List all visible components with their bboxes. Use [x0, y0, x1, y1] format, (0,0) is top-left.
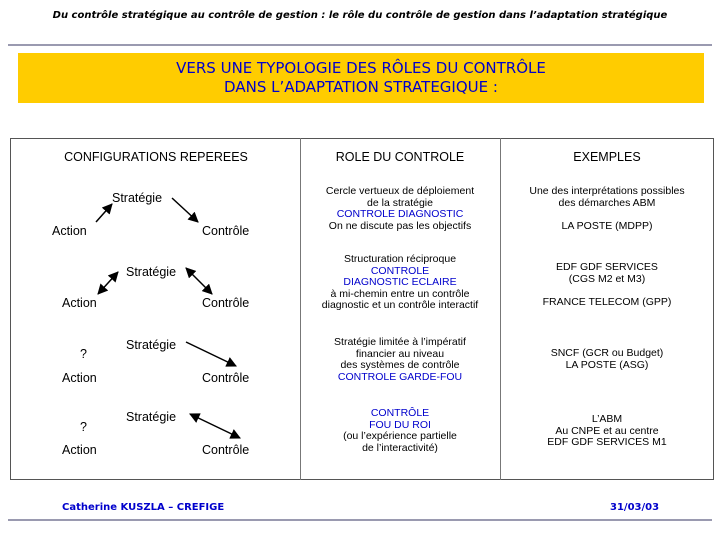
example-line: FRANCE TELECOM (GPP) [542, 295, 672, 308]
banner-line-2: DANS L’ADAPTATION STRATEGIQUE : [224, 78, 498, 96]
strategie-label: Stratégie [112, 191, 163, 205]
column-header-examples: EXEMPLES [573, 150, 641, 164]
role-line: diagnostic et un contrôle interactif [321, 299, 479, 311]
arrow-strategie-controle [186, 268, 212, 294]
role-cell-3 [302, 337, 498, 383]
role-line: des systèmes de contrôle [340, 359, 460, 371]
examples-cell-3 [502, 348, 712, 371]
role-line: à mi-chemin entre un contrôle [330, 287, 470, 300]
diagram-row-3 [62, 338, 249, 385]
role-line: Cercle vertueux de déploiement [325, 185, 475, 197]
controle-label: Contrôle [202, 371, 250, 385]
role-cell-2 [298, 254, 502, 312]
role-line: (ou l’expérience partielle [343, 430, 457, 442]
examples-cell-1 [502, 186, 712, 232]
examples-cell-2 [502, 262, 712, 308]
role-type-label: FOU DU ROI [369, 418, 431, 431]
banner-line-1: VERS UNE TYPOLOGIE DES RÔLES DU CONTRÔLE [176, 59, 546, 77]
footer-author: Catherine KUSZLA – CREFIGE [62, 502, 225, 513]
arrow-strategie-controle [190, 414, 240, 438]
example-line: LA POSTE (ASG) [565, 358, 649, 371]
role-line: de l’interactivité) [362, 441, 438, 454]
role-line: Stratégie limitée à l’impératif [334, 336, 466, 348]
example-line: Une des interprétations possibles [529, 185, 685, 197]
role-type-label: DIAGNOSTIC ECLAIRE [343, 276, 457, 288]
action-label: Action [62, 443, 97, 457]
example-line: Au CNPE et au centre [555, 424, 659, 437]
arrow-strategie-to-controle [186, 342, 236, 366]
example-line: (CGS M2 et M3) [568, 272, 646, 285]
role-type-label: CONTROLE [370, 264, 430, 277]
question-label: ? [80, 347, 87, 361]
role-line: financier au niveau [355, 347, 445, 360]
column-header-configurations: CONFIGURATIONS REPEREES [64, 150, 248, 164]
example-line: LA POSTE (MDPP) [561, 219, 653, 232]
example-line: SNCF (GCR ou Budget) [550, 347, 664, 359]
role-cell-1 [302, 186, 498, 232]
diagram-row-2 [62, 265, 249, 310]
role-type-label: CONTRÔLE [370, 407, 430, 419]
strategie-label: Stratégie [126, 338, 177, 352]
arrow-action-to-strategie [96, 204, 112, 222]
role-line: de la stratégie [367, 196, 433, 209]
diagram-row-4 [62, 410, 249, 457]
arrow-strategie-to-controle [172, 198, 198, 222]
example-line: EDF GDF SERVICES M1 [547, 436, 667, 448]
example-spacer [502, 209, 712, 221]
controle-label: Contrôle [202, 296, 250, 310]
configuration-diagrams [0, 0, 300, 480]
controle-label: Contrôle [202, 443, 250, 457]
role-type-label: CONTROLE GARDE-FOU [337, 370, 463, 383]
example-line: des démarches ABM [558, 196, 656, 209]
example-line: EDF GDF SERVICES [556, 261, 658, 273]
diagram-row-1 [52, 191, 249, 238]
controle-label: Contrôle [202, 224, 250, 238]
question-label: ? [80, 420, 87, 434]
example-spacer [502, 285, 712, 297]
strategie-label: Stratégie [126, 265, 177, 279]
examples-cell-4 [502, 414, 712, 449]
strategie-label: Stratégie [126, 410, 177, 424]
column-header-role: ROLE DU CONTROLE [335, 150, 465, 164]
slide-header: Du contrôle stratégique au contrôle de gestion : le rôle du contrôle de gestion dans l’adaptation stratégique [52, 10, 668, 21]
action-label: Action [52, 224, 87, 238]
footer-date: 31/03/03 [610, 502, 660, 513]
footer-divider [8, 519, 712, 521]
role-type-label: CONTROLE DIAGNOSTIC [336, 208, 464, 220]
role-line: On ne discute pas les objectifs [328, 219, 472, 232]
role-cell-4 [302, 408, 498, 454]
example-line: L’ABM [591, 413, 623, 425]
action-label: Action [62, 296, 97, 310]
arrow-action-strategie [98, 272, 118, 294]
role-line: Structuration réciproque [343, 253, 457, 265]
action-label: Action [62, 371, 97, 385]
